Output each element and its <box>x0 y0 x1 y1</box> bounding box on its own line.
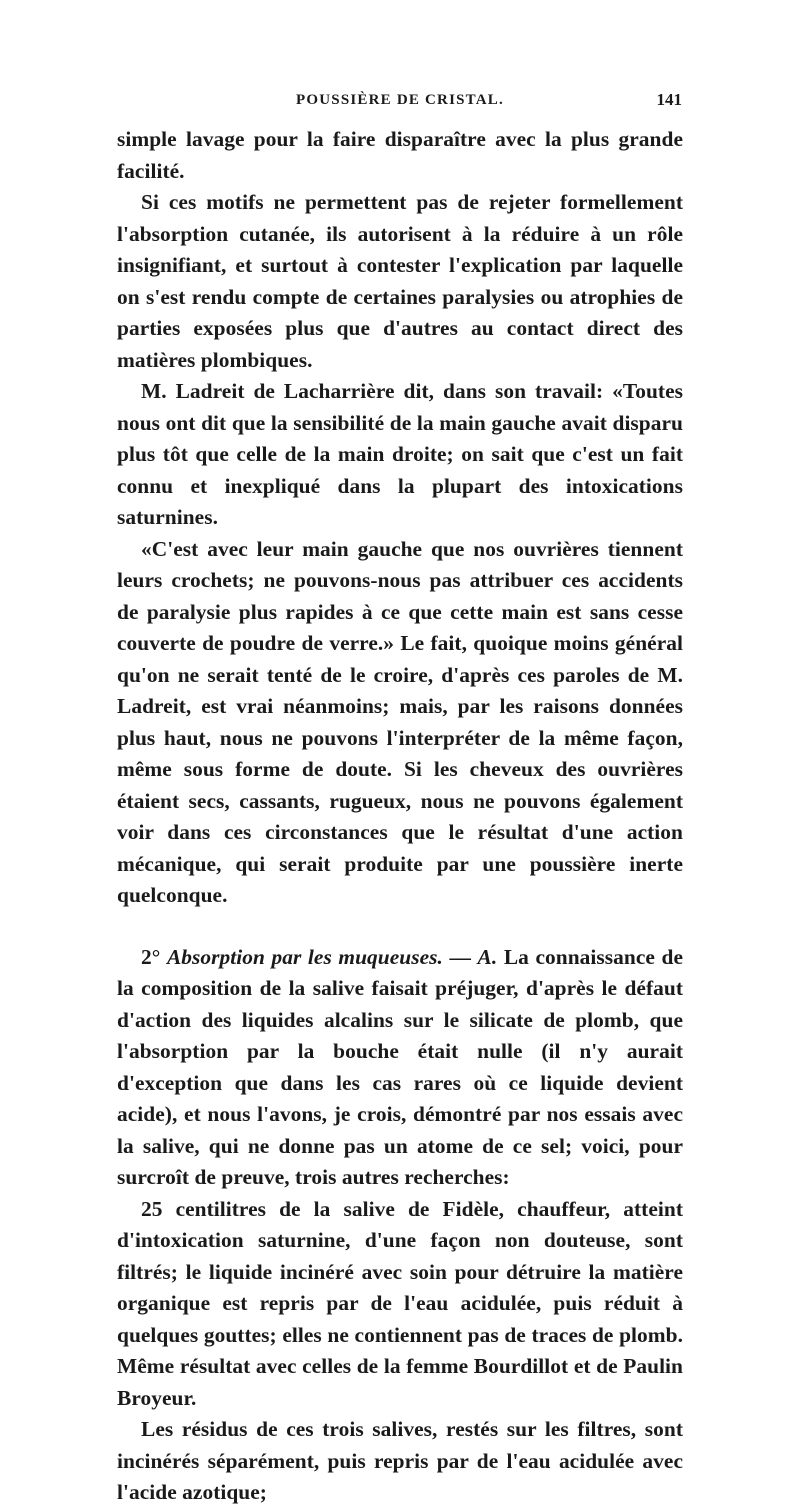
paragraph-5 <box>117 942 683 1194</box>
section-spacer <box>117 912 683 942</box>
page-header <box>118 92 682 118</box>
paragraph-3: M. Ladreit de Lacharrière dit, dans son travail: «Toutes nous ont dit que la sensibilité de la main gauche avait disparu plus tôt que celle de la main droite; on sait que c'est un fait connu et inexpliqué dans la plupart des intoxications saturnines. <box>117 379 683 529</box>
paragraph-6: 25 centilitres de la salive de Fidèle, chauffeur, atteint d'intoxication saturnine, d'une façon non douteuse, sont filtrés; le liquide incinéré avec soin pour détruire la matière organique est repris par de l'eau acidulée, puis réduit à quelques gouttes; elles ne contiennent pas de traces de plomb. Même résultat avec celles de la femme Bourdillot et de Paulin Broyeur. <box>117 1196 683 1410</box>
paragraph-4: «C'est avec leur main gauche que nos ouvrières tiennent leurs crochets; ne pouvons-nous pas attribuer ces accidents de paralysie plus rapides à ce que cette main est sans cesse couverte de poudre de verre.» Le fait, quoique moins général qu'on ne serait tenté de le croire, d'après ces paroles de M. Ladreit, est vrai néanmoins; mais, par les raisons données plus haut, nous ne pouvons l'interpréter de la même façon, même sous forme de doute. Si les cheveux des ouvrières étaient secs, cassants, rugueux, nous ne pouvons également voir dans ces circonstances que le résultat d'une action mécanique, qui serait produite par une poussière inerte quelconque. <box>117 536 683 907</box>
section-title: Absorption par les muqueuses. <box>166 944 443 969</box>
running-title: POUSSIÈRE DE CRISTAL. <box>296 92 504 108</box>
section-number: 2° <box>141 944 167 969</box>
body-text <box>117 124 683 1509</box>
paragraph-1: simple lavage pour la faire disparaître avec la plus grande facilité. <box>117 127 683 183</box>
page-number: 141 <box>656 90 682 109</box>
subsection-letter: A. <box>477 944 498 969</box>
paragraph-2: Si ces motifs ne permettent pas de rejeter formellement l'absorption cutanée, ils autorisent à la réduire à un rôle insignifiant, et surtout à contester l'explication par laquelle on s'est rendu compte de certaines paralysies ou atrophies de parties exposées plus que d'autres au contact direct des matières plombiques. <box>117 190 683 372</box>
paragraph-5-body: La connaissance de la composition de la salive faisait préjuger, d'après le défaut d'action des liquides alcalins sur le silicate de plomb, que l'absorption par la bouche était nulle (il n'y aurait d'exception que dans les cas rares où ce liquide devient acide), et nous l'avons, je crois, démontré par nos essais avec la salive, qui ne donne pas un atome de ce sel; voici, pour surcroît de preuve, trois autres recherches: <box>117 944 683 1189</box>
section-dash: — <box>442 944 478 969</box>
paragraph-7: Les résidus de ces trois salives, restés sur les filtres, sont incinérés séparément, puis repris par de l'eau acidulée avec l'acide azotique; <box>117 1417 683 1504</box>
